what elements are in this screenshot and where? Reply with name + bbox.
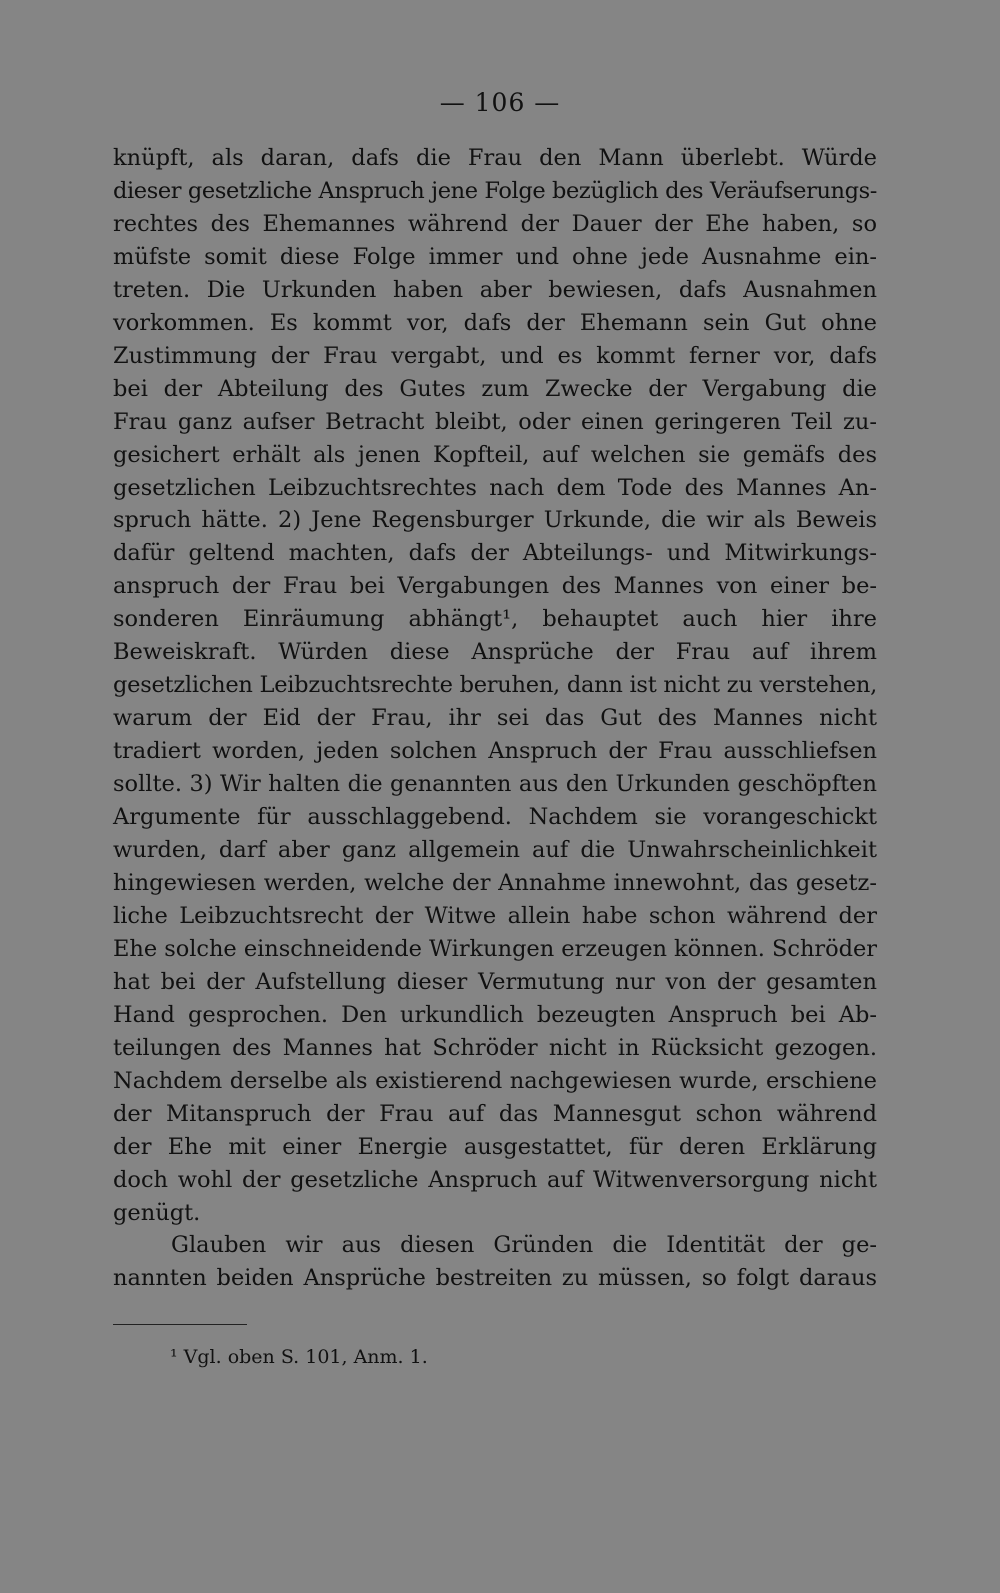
text-line: tradiert worden, jeden solchen Anspruch der Frau ausschliefsen xyxy=(113,738,877,765)
text-line: anspruch der Frau bei Vergabungen des Mannes von einer be- xyxy=(113,573,877,600)
text-line: der Mitanspruch der Frau auf das Mannesgut schon während xyxy=(113,1100,877,1127)
text-line: nannten beiden Ansprüche bestreiten zu müssen, so folgt daraus xyxy=(113,1265,877,1292)
text-line: gesetzlichen Leibzuchtsrechte beruhen, dann ist nicht zu verstehen, xyxy=(113,672,877,699)
text-line: spruch hätte. 2) Jene Regensburger Urkunde, die wir als Beweis xyxy=(113,507,877,534)
text-line: Glauben wir aus diesen Gründen die Identität der ge- xyxy=(171,1232,877,1259)
text-line: Ehe solche einschneidende Wirkungen erzeugen können. Schröder xyxy=(113,935,877,962)
text-line: rechtes des Ehemannes während der Dauer der Ehe haben, so xyxy=(113,210,877,237)
text-line: Hand gesprochen. Den urkundlich bezeugten Anspruch bei Ab- xyxy=(113,1001,877,1028)
text-line: treten. Die Urkunden haben aber bewiesen, dafs Ausnahmen xyxy=(113,276,877,303)
text-line: hat bei der Aufstellung dieser Vermutung nur von der gesamten xyxy=(113,968,877,995)
text-line: Beweiskraft. Würden diese Ansprüche der Frau auf ihrem xyxy=(113,639,877,666)
text-line: bei der Abteilung des Gutes zum Zwecke der Vergabung die xyxy=(113,375,877,402)
text-line: Zustimmung der Frau vergabt, und es kommt ferner vor, dafs xyxy=(113,342,877,369)
text-line: Nachdem derselbe als existierend nachgewiesen wurde, erschiene xyxy=(113,1067,877,1094)
page-number: — 106 — xyxy=(439,88,561,117)
text-line: teilungen des Mannes hat Schröder nicht in Rücksicht gezogen. xyxy=(113,1034,877,1061)
text-line: doch wohl der gesetzliche Anspruch auf Witwenversorgung nicht xyxy=(113,1166,877,1193)
footnote: ¹ Vgl. oben S. 101, Anm. 1. xyxy=(170,1346,428,1368)
text-line: sonderen Einräumung abhängt¹, behauptet auch hier ihre xyxy=(113,606,877,633)
text-line: warum der Eid der Frau, ihr sei das Gut des Mannes nicht xyxy=(113,705,877,732)
text-line: der Ehe mit einer Energie ausgestattet, für deren Erklärung xyxy=(113,1133,877,1160)
footnote-divider xyxy=(113,1324,247,1325)
text-line: gesetzlichen Leibzuchtsrechtes nach dem Tode des Mannes An- xyxy=(113,474,877,501)
text-line: genügt. xyxy=(113,1199,201,1226)
text-line: dafür geltend machten, dafs der Abteilungs- und Mitwirkungs- xyxy=(113,540,877,567)
text-line: hingewiesen werden, welche der Annahme innewohnt, das gesetz- xyxy=(113,869,877,896)
text-line: sollte. 3) Wir halten die genannten aus den Urkunden geschöpften xyxy=(113,771,877,798)
text-line: liche Leibzuchtsrecht der Witwe allein habe schon während der xyxy=(113,902,877,929)
text-line: müfste somit diese Folge immer und ohne jede Ausnahme ein- xyxy=(113,243,877,270)
text-line: gesichert erhält als jenen Kopfteil, auf welchen sie gemäfs des xyxy=(113,441,877,468)
body-text xyxy=(113,142,877,1295)
text-line: vorkommen. Es kommt vor, dafs der Ehemann sein Gut ohne xyxy=(113,309,877,336)
text-line: Argumente für ausschlaggebend. Nachdem sie vorangeschickt xyxy=(113,804,877,831)
text-line: knüpft, als daran, dafs die Frau den Mann überlebt. Würde xyxy=(113,145,877,171)
text-line: wurden, darf aber ganz allgemein auf die Unwahrscheinlichkeit xyxy=(113,837,877,864)
text-line: dieser gesetzliche Anspruch jene Folge bezüglich des Veräufserungs- xyxy=(113,177,877,204)
text-line: Frau ganz aufser Betracht bleibt, oder einen geringeren Teil zu- xyxy=(113,408,877,435)
